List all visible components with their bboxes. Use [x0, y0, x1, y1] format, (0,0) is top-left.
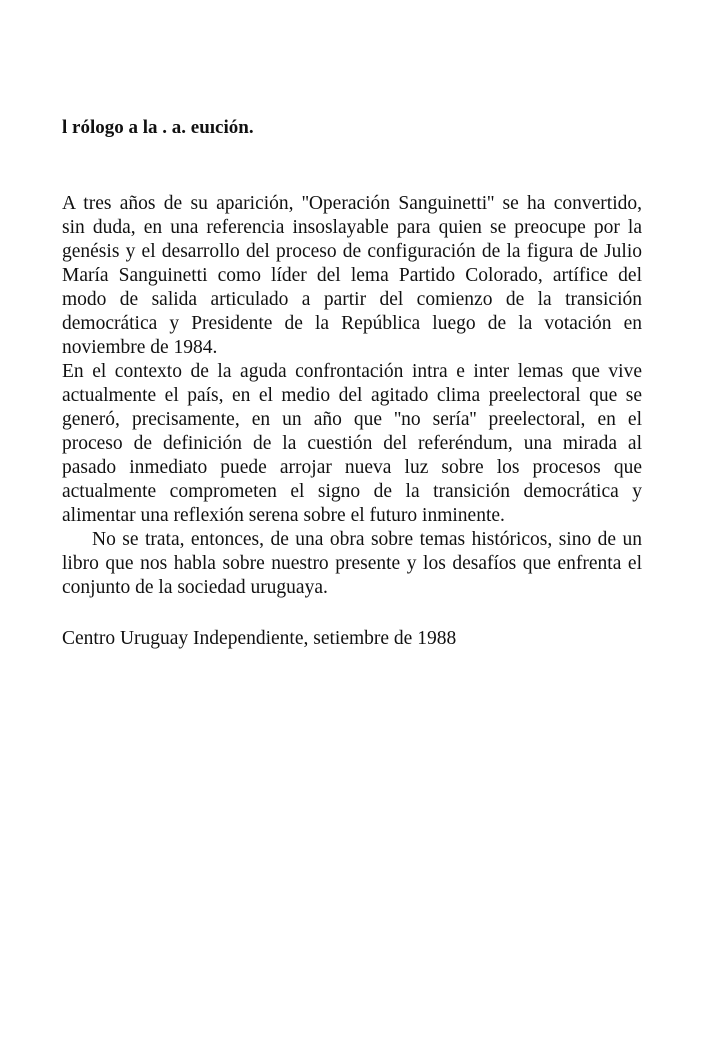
text-line: conjunto de la sociedad uruguaya.: [62, 577, 328, 598]
page-heading: l rólogo a la . a. euıción.: [62, 117, 254, 138]
text-line: María Sanguinetti como líder del lema Partido Colorado, artífice del: [62, 265, 642, 286]
text-line: En el contexto de la aguda confrontación intra e inter lemas que vive: [62, 361, 642, 382]
text-line: actualmente comprometen el signo de la transición democrática y: [62, 481, 642, 502]
text-line: genésis y el desarrollo del proceso de configuración de la figura de Julio: [62, 241, 642, 262]
text-line: pasado inmediato puede arrojar nueva luz sobre los procesos que: [62, 457, 642, 478]
text-line: libro que nos habla sobre nuestro presente y los desafíos que enfrenta el: [62, 553, 642, 574]
text-line: sin duda, en una referencia insoslayable para quien se preocupe por la: [62, 217, 642, 238]
text-line: proceso de definición de la cuestión del referéndum, una mirada al: [62, 433, 642, 454]
body-text: [62, 192, 642, 600]
text-line: A tres años de su aparición, ''Operación Sanguinetti'' se ha convertido,: [62, 193, 642, 214]
text-line: democrática y Presidente de la República luego de la votación en: [62, 313, 642, 334]
text-line: No se trata, entonces, de una obra sobre temas históricos, sino de un: [92, 529, 642, 550]
text-line: actualmente el país, en el medio del agitado clima preelectoral que se: [62, 385, 642, 406]
text-line: modo de salida articulado a partir del comienzo de la transición: [62, 289, 642, 310]
text-line: generó, precisamente, en un año que ''no sería'' preelectoral, en el: [62, 409, 642, 430]
paragraph-1: [62, 192, 642, 360]
text-line: alimentar una reflexión serena sobre el futuro inminente.: [62, 505, 505, 526]
text-line: noviembre de 1984.: [62, 337, 218, 358]
signature-line: Centro Uruguay Independiente, setiembre de 1988: [62, 628, 457, 649]
paragraph-3: [62, 528, 642, 600]
paragraph-2: [62, 360, 642, 528]
